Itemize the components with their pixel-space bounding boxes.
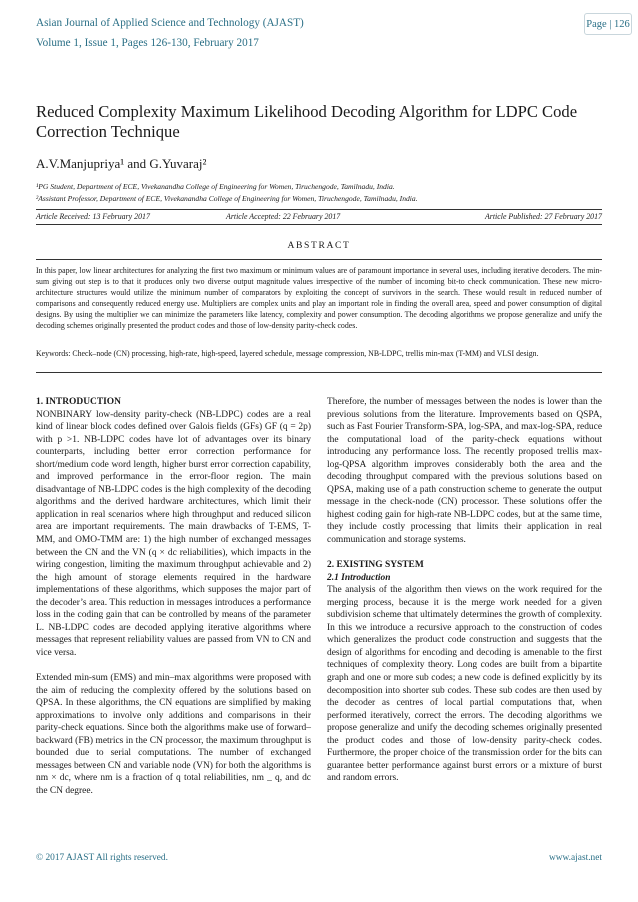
affiliation-2: ²Assistant Professor, Department of ECE, Vivekanandha College of Engineering for Women, Tiruchengode, Tamilnadu, India. bbox=[36, 194, 418, 203]
abstract-heading: ABSTRACT bbox=[287, 240, 351, 251]
paragraph-4: The analysis of the algorithm then views on the work required for the merging process, because it is the merge work needed for a given subdivision scheme that ultimately determines the growth of complexity. In this we introduce a recursive approach to the construction of codes which generalizes the product code construction and suggests that the design of algorithms for encoding and decoding is amenable to the first techniques of complexity theory. Long codes are built from a bipartite graph and one or more sub codes; a new code is defined explicitly by its decomposition into shorter sub codes. These sub codes are then used by the decoder as centres of local partial computations that, when performed iteratively, correct the errors. The decoding algorithms we propose generalize and unify the decoding schemes originally presented the product codes and those of low-density parity-check codes. Furthermore, the proper choice of the transmission order for the bits can guarantee better performance against burst errors or a mixture of burst and random errors. bbox=[327, 585, 602, 784]
footer-copyright: © 2017 AJAST All rights reserved. bbox=[36, 853, 168, 863]
section-heading-introduction: 1. INTRODUCTION bbox=[36, 397, 121, 407]
volume-info: Volume 1, Issue 1, Pages 126-130, February 2017 bbox=[36, 37, 259, 49]
page-number-badge: Page | 126 bbox=[584, 13, 632, 35]
affiliation-1: ¹PG Student, Department of ECE, Vivekanandha College of Engineering for Women, Tiruchengode, Tamilnadu, India. bbox=[36, 182, 395, 191]
paragraph-1: NONBINARY low-density parity-check (NB-LDPC) codes are a real kind of linear block codes defined over Galois fields (GFs) GF (q = 2p) with p >1. NB-LDPC codes have lot of advantages over its binary counterparts, including better error correction performance for short/medium code word length, higher burst error correction capability, and improved performance in the error-floor region. The main disadvantage of NB-LDPC codes is the high complexity of the decoding algorithms and the derived hardware architectures, which limit their application in real scenarios where high throughput and reduced silicon area are important requirements. The main drawbacks of T-EMS, T-MM, and OMO-TMM are: 1) the high number of exchanged messages between the CN and the VN (q × dc reliabilities), which impacts in the wiring congestion, limiting the maximum throughput achievable and 2) the high amount of storage elements required in the hardware implementations of these algorithms, which supposes the major part of the decoder’s area. This reduction in messages introduces a performance loss in the coding gain that can be controlled by means of the parameter L. NB-LDPC codes are decoded applying iterative algorithms where messages that represent reliability values are passed from VN to CN and vice versa. bbox=[36, 409, 311, 658]
right-column bbox=[327, 396, 602, 785]
footer-website[interactable]: www.ajast.net bbox=[548, 853, 602, 863]
paper-authors: A.V.Manjupriya¹ and G.Yuvaraj² bbox=[36, 156, 207, 171]
paper-title: Reduced Complexity Maximum Likelihood Decoding Algorithm for LDPC Code Correction Technique bbox=[36, 102, 578, 141]
paragraph-2: Extended min-sum (EMS) and min–max algorithms were proposed with the aim of reducing the complexity offered by the solutions based on QPSA. In these algorithms, the CN equations are simplified by making approximations to involve only additions and comparisons in their parity-check equations. Since both the algorithms make use of forward–backward (FB) metrics in the CN processor, the maximum throughput is bounded due to serial computations. The number of exchanged messages between CN and variable node (VN) for both the algorithms is nm × dc, where nm is a fraction of q total reliabilities, nm _ q, and dc the CN degree. bbox=[36, 672, 311, 796]
subsection-heading-introduction: 2.1 Introduction bbox=[327, 572, 391, 583]
left-column bbox=[36, 396, 311, 797]
journal-name: Asian Journal of Applied Science and Technology (AJAST) bbox=[36, 17, 304, 29]
date-published: Article Published: 27 February 2017 bbox=[484, 212, 602, 221]
divider-abstract-top bbox=[36, 259, 602, 260]
date-accepted: Article Accepted: 22 February 2017 bbox=[226, 212, 341, 221]
abstract-text: In this paper, low linear architectures for analyzing the first two maximum or minimum values are of paramount importance in several uses, including iterative decoders. The min-sum giving out step is to that it produces only two diverse output magnitude values irrespective of the number of incoming bit-to check communication. These new micro-architecture structures would utilize the minimum number of comparators by exploiting the concept of survivors in the search. These would result in reduced number of comparisons and consequently reduced energy use. Multipliers are complex units and play an important role in finding the overall area, speed and power consumption of digital designs. By using the multiplier we can minimize the parameters like latency, complexity and power consumption. The decoding algorithms we propose generalize and unify the decoding schemes originally presented the product codes and those of low-density parity-check codes. bbox=[36, 266, 602, 331]
keywords: Keywords: Check–node (CN) processing, high-rate, high-speed, layered schedule, message compression, NB-LDPC, trellis min-max (T-MM) and VLSI design. bbox=[36, 349, 539, 358]
section-heading-existing-system: 2. EXISTING SYSTEM bbox=[327, 560, 424, 571]
divider-top bbox=[36, 209, 602, 210]
divider-abstract-bottom bbox=[36, 372, 602, 373]
paragraph-3: Therefore, the number of messages between the nodes is lower than the previous solutions from the literature. Improvements based on QSPA, such as Fast Fourier Transform-SPA, log-SPA, and max-log-SPA, reduce the computational load of the parity-check equations without introducing any performance loss. The recently proposed trellis max-log-QPSA algorithm improves considerably both the area and the decoding throughput compared with the previous solutions based on QPSA, making use of a path construction scheme to generate the output message in the check-node (CN) processor. These solutions offer the highest coding gain for high-rate NB-LDPC codes, but at the same time, they include costly processing that limits their application in real communication and storage systems. bbox=[327, 397, 603, 546]
date-received: Article Received: 13 February 2017 bbox=[36, 212, 150, 221]
divider-dates bbox=[36, 224, 602, 225]
